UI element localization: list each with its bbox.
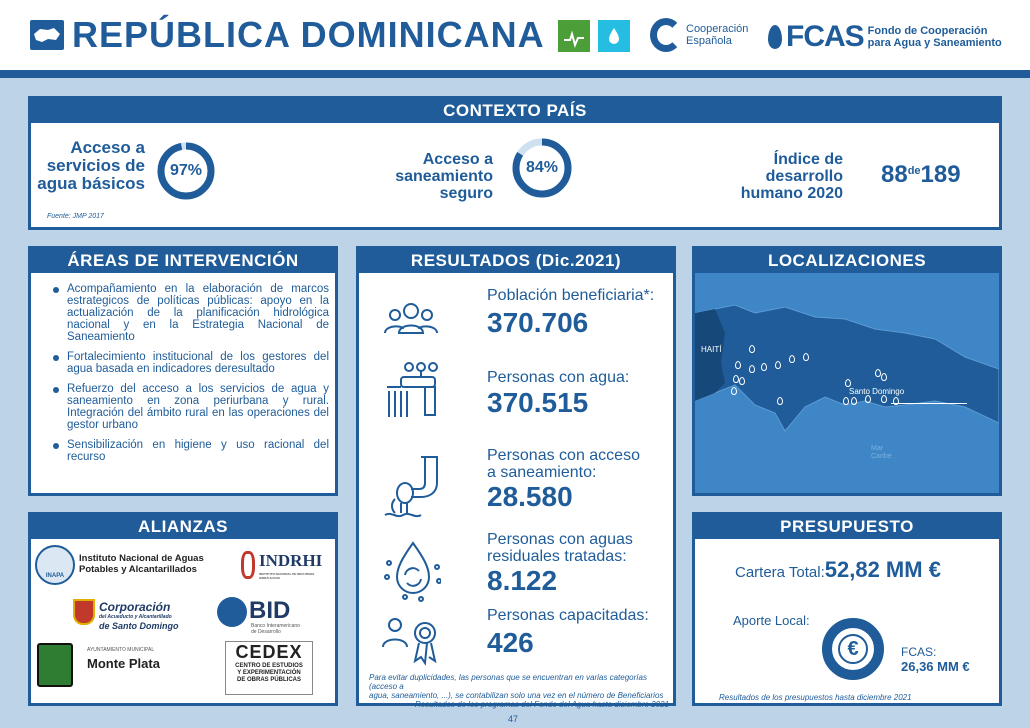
agua-label [35,139,145,193]
map-label-santo-domingo: Santo Domingo [849,387,905,396]
areas-panel [28,246,338,496]
aporte-label: Aporte Local: [733,613,810,628]
areas-item: Acompañamiento en la elaboración de marcos estrategicos de políticas públicas: apoyo en la actualización de la planificación hidrológica nacional y en la Estrategia Nacional de Saneamiento [53,283,329,343]
map-pin [881,373,887,381]
caasd-shield-icon [73,599,95,625]
ods-6-icon [598,20,630,52]
indrhi-mark-icon [241,551,255,579]
res-residuales-label [487,531,633,565]
res-agua-label: Personas con agua: [487,369,630,386]
contexto-title: CONTEXTO PAÍS [31,99,999,123]
map-pin [843,397,849,405]
res-saneamiento-value: 28.580 [487,481,573,512]
cedex-logo [225,641,313,695]
map-pin [881,395,887,403]
cedex-wordmark: CEDEX [235,642,303,662]
areas-item: Fortalecimiento institucional de los gestores del agua basada en indicadores deresultado [53,351,329,375]
bid-sub [251,623,300,635]
idh-total: 189 [920,161,961,188]
map-pin [845,379,851,387]
euro-icon: € [847,637,859,660]
cedex-line3: DE OBRAS PÚBLICAS [236,677,301,683]
idh-line2: desarrollo [765,168,843,185]
alianzas-title: ALIANZAS [31,515,335,539]
map-label-haiti: HAITÍ [701,345,722,354]
people-icon [381,293,441,343]
ods-3-icon [558,20,590,52]
resultados-note-line2: agua, saneamiento, ...), se contabilizan solo una vez en el número de Beneficiarios [369,691,664,700]
agua-line1: Acceso a [70,138,145,157]
bid-logo: BID [249,597,291,624]
map-pin [775,361,781,369]
caasd-logo-text [99,601,179,631]
fcas-wordmark: FCAS [786,20,864,53]
monte-plata-shield-icon [37,643,73,687]
fcas-budget-label: FCAS: [901,645,937,659]
water-recycle-icon [381,537,441,603]
res-saneamiento-line2: a saneamiento: [487,464,597,481]
cooperacion-espanola-logo [650,18,748,52]
fcas-budget-value: 26,36 MM € [901,659,970,674]
inapa-logo-text [79,553,204,575]
idh-label [707,151,843,202]
inapa-line2: Potables y Alcantarillados [79,564,197,575]
indrhi-sub: INSTITUTO NACIONAL DE RECURSOS HIDRÁULICOS [259,572,315,580]
water-drop-icon [768,25,782,49]
fcas-logo [768,20,1002,54]
cartera-value: 52,82 MM € [824,557,941,582]
inapa-line1: Instituto Nacional de Aguas [79,553,204,564]
map-pin [761,363,767,371]
res-saneamiento-label [487,447,640,481]
localizaciones-title: LOCALIZACIONES [695,249,999,273]
res-residuales-line2: residuales tratadas: [487,548,627,565]
map-label-sea: Mar Caribe [871,445,892,460]
san-line1: Acceso a [422,151,493,168]
training-icon [381,611,441,667]
agua-line3: agua básicos [37,174,145,193]
san-label [361,151,493,202]
presupuesto-note: Resultados de los presupuestos hasta diciembre 2021 [719,693,912,702]
res-beneficiaria-label: Población beneficiaria*: [487,287,655,304]
map-pin [851,397,857,405]
cartera-total [735,557,941,583]
res-beneficiaria-value: 370.706 [487,307,589,338]
monte-sub: AYUNTAMIENTO MUNICIPAL [87,647,155,653]
contexto-panel [28,96,1002,230]
idh-line1: Índice de [773,151,843,168]
caasd-line1: Corporación [99,600,171,614]
res-residuales-value: 8.122 [487,565,558,596]
map-pin [893,397,899,405]
faucet-icon [381,359,441,423]
san-value: 84% [525,159,559,176]
map-connector-line [891,403,967,404]
caasd-line2: del Acueducto y Alcantarillado [99,614,172,620]
map-pin [749,345,755,353]
caasd-line3: de Santo Domingo [99,621,179,631]
areas-list [53,283,329,471]
idh-rank: 88 [881,161,908,188]
res-residuales-line1: Personas con aguas [487,531,633,548]
resultados-panel [356,246,676,709]
fcas-line1: Fondo de Cooperación [867,25,988,37]
coop-line2: Española [686,35,732,47]
res-saneamiento-line1: Personas con acceso [487,447,640,464]
map-pin [777,397,783,405]
header-divider [0,70,1030,78]
contexto-source: Fuente: JMP 2017 [47,213,104,220]
cooperacion-c-icon [650,18,682,52]
map-pin [803,353,809,361]
res-capacitadas-value: 426 [487,627,534,658]
resultados-note [369,673,669,709]
san-line3: seguro [439,185,493,202]
map-pin [739,377,745,385]
monte-plata-logo: Monte Plata [87,656,160,671]
res-agua-value: 370.515 [487,387,589,418]
page-number: 47 [508,714,519,724]
page-title: REPÚBLICA DOMINICANA [72,14,545,55]
bid-sub1: Banco Interamericano [251,623,300,629]
resultados-title: RESULTADOS (Dic.2021) [359,249,673,273]
alianzas-panel [28,512,338,706]
res-capacitadas-label: Personas capacitadas: [487,607,649,624]
cedex-line1: CENTRO DE ESTUDIOS [235,663,303,669]
map-pin [789,355,795,363]
agua-line2: servicios de [46,156,145,175]
agua-value: 97% [169,162,203,179]
map-pin [731,387,737,395]
bid-mark-icon [217,597,247,627]
country-map-icon [30,20,64,50]
pipe-outflow-icon [381,453,441,519]
presupuesto-panel [692,512,1002,706]
inapa-seal-icon [35,545,75,585]
san-line2: saneamiento [395,168,493,185]
map-pin [865,395,871,403]
areas-item: Refuerzo del acceso a los servicios de agua y saneamiento en zona periurbana y rural. Integración del ámbito rural en las operaciones del gestor urbano [53,383,329,431]
cedex-line2: Y EXPERIMENTACIÓN [237,670,301,676]
areas-title: ÁREAS DE INTERVENCIÓN [31,249,335,273]
bid-sub2: de Desarrollo [251,629,281,635]
indrhi-logo: INDRHI [259,551,323,570]
idh-de: de [907,165,921,177]
idh-line3: humano 2020 [740,185,843,202]
inapa-badge: INAPA [45,573,65,579]
coop-line1: Cooperación [686,23,749,35]
fcas-line2: para Agua y Saneamiento [867,37,1002,49]
presupuesto-title: PRESUPUESTO [695,515,999,539]
resultados-note-line3: Resultados de los programas del Fondo del Agua hasta diciembre 2021 [414,700,669,709]
map-pin [749,365,755,373]
areas-item: Sensibilización en higiene y uso racional del recurso [53,439,329,463]
map-pin [735,361,741,369]
cartera-label: Cartera Total: [735,564,825,581]
idh-value [881,161,961,189]
resultados-note-line1: Para evitar duplicidades, las personas que se encuentran en varias categorías (acceso a [369,673,647,691]
localizaciones-panel [692,246,1002,496]
